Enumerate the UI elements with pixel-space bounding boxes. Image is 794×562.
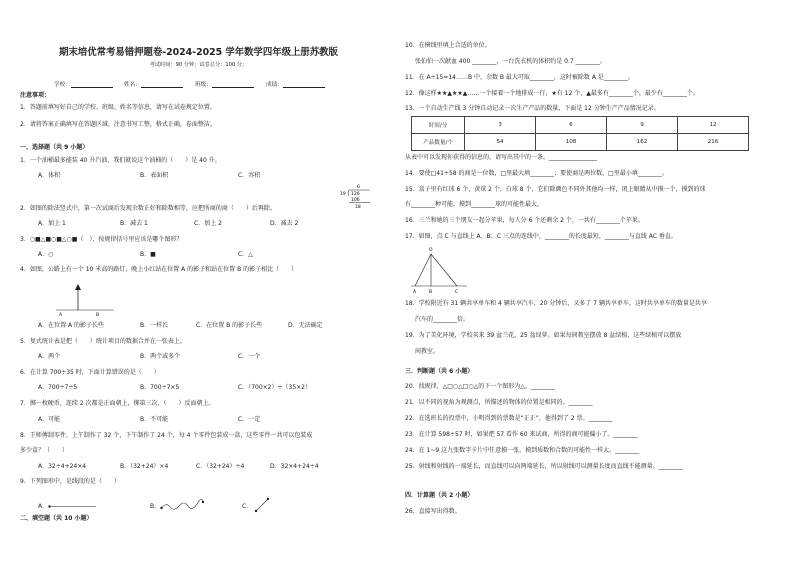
question-24: 24．在 1~9 这九张数字卡片中任意摸一张，摸到质数和合数的可能性一样大。________ — [405, 447, 640, 454]
question-19-cont: 间教室。 — [415, 348, 440, 355]
section-heading: 二、填空题（共 10 小题） — [20, 515, 93, 522]
section-heading: 三．判断题（共 6 小题） — [405, 368, 474, 375]
question-15: 15．盒子里有红球 6 个，黄球 2 个，白球 8 个，它们除颜色不同外其他均一样，闭上眼睛从中摸一个，摸到的球 — [405, 186, 706, 193]
option[interactable]: A．32÷4+24×4 — [38, 463, 87, 470]
note-item: 1．答题前填写好自己的学校、班级、姓名等信息，请写在试卷规定位置。 — [20, 104, 216, 111]
option[interactable]: B．■ — [140, 251, 156, 258]
option[interactable]: A．加上 1 — [38, 220, 66, 227]
option[interactable]: B．表面积 — [140, 172, 169, 179]
page-title: 期末培优常考易错押题卷-2024-2025 学年数学四年级上册苏教版 — [59, 47, 338, 58]
point-c-label: C — [455, 290, 459, 295]
note-item: 2．请将答案正确填写在答题区域，注意书写工整，格式正确，卷面整洁。 — [20, 121, 216, 128]
option[interactable]: C．（32+24）÷4 — [196, 463, 245, 470]
question-8: 8．王师傅制零件，上午制作了 32 个，下午制作了 24 个，每 4 个零件包装成一盒，这些零件一共可以包装成 — [20, 432, 313, 439]
option[interactable]: A．○ — [38, 251, 54, 258]
option[interactable]: C．一个 — [238, 353, 261, 360]
question-21: 21．以不同的视角为观测点，所描述的物体的位置是相同的。________ — [405, 399, 593, 406]
question-12: 12．像这样★★▲★★▲……一个接着一个地排成一行，★有 12 个，▲最多有________个，最少有________个。 — [405, 90, 699, 97]
option[interactable]: B．（32+24）×4 — [120, 463, 169, 470]
question-8-cont: 多少盒？（ ） — [20, 447, 69, 454]
table-cell: 9 — [607, 117, 678, 134]
option[interactable]: B．减去 1 — [120, 220, 148, 227]
table-cell: 3 — [465, 117, 536, 134]
option[interactable]: D．减去 2 — [270, 220, 299, 227]
question-25: 25．射线和射线的一端延长，而直线可以向两端延长，所以射线可以测量长度而直线不能测量。________ — [405, 463, 683, 470]
table-cell: 6 — [536, 117, 607, 134]
question-2: 2．如图的除法竖式中，第一次试商后发现余数正好和除数相等，应把所商的商（ ）后再除。 — [20, 205, 276, 212]
table-header: 时间/分 — [412, 117, 465, 134]
lamp-icon — [75, 284, 81, 290]
table-header: 产品数量/个 — [412, 134, 465, 151]
option[interactable]: B．两个或多个 — [140, 353, 181, 360]
quotient: 6 — [357, 185, 360, 190]
table-cell: 108 — [536, 134, 607, 151]
question-13: 13．一个自动生产线 3 分钟自动记录一次生产产品的数量，下面是 12 分钟生产产品情况记录。 — [405, 105, 660, 112]
table-cell: 216 — [678, 134, 749, 151]
question-13-cont: 从表中可以发现你获得的信息的，请写出其中的一条。________________ — [405, 154, 598, 161]
option[interactable]: D．无法确定 — [288, 322, 323, 329]
question-19: 19．为了美化环境，学校买来 39 盆兰花，25 盆绿萝。如果每间教室摆放 8 盆绿植，这些绿植可以摆放 — [405, 332, 682, 339]
point-o-label: O — [429, 248, 433, 253]
question-7: 7．掷一枚硬币，连续 2 次都是正面朝上，掷第三次，（ ）反面朝上。 — [20, 400, 215, 407]
question-15-cont: 有________种可能，摸到________球的可能性最大。 — [405, 201, 544, 208]
exam-info: 考试时间：90 分钟；试卷总分：100 分； — [149, 62, 248, 68]
product: 106 — [351, 198, 360, 203]
class-field[interactable]: 班级： — [195, 80, 254, 88]
option[interactable]: C．在位置 B 的影子长些 — [196, 322, 263, 329]
segment-figure — [254, 497, 270, 513]
question-17: 17．如图，点 C 与直线上 A、B、C 三点的连线中，________的长度最短，________与直线 AC 垂直。 — [405, 233, 677, 240]
question-18: 18．学校附近有 31 辆共享单车和 4 辆共享汽车，20 分钟后，又多了 7 辆共享单车，这时共享单车的数量是共享 — [405, 300, 707, 307]
option[interactable]: D．32×4+24÷4 — [270, 463, 319, 470]
ray-figure — [48, 505, 98, 509]
question-23: 23．在计算 598÷57 时，如果把 57 看作 60 来试商，所得的商可能偏小了。________ — [405, 431, 638, 438]
table-cell: 54 — [465, 134, 536, 151]
question-6: 6．在计算 700÷35 时，下面计算错误的是（ ） — [20, 369, 160, 376]
question-16: 16．三兰和她的三个朋友一起分苹果，每人分 6 个还剩余 2 个，一共有________个苹果。 — [405, 217, 644, 224]
dividend: 126 — [351, 192, 360, 197]
point-a-label: A — [413, 290, 417, 295]
option[interactable]: C．（700×2）÷（35×2） — [238, 384, 311, 391]
question-5: 5．复式统计表是把（ ）统计项目的数据合并在一张表上。 — [20, 338, 186, 345]
option[interactable]: B． — [150, 503, 161, 510]
question-20: 20．找规律，△□○△□○△的下一个图形为△。________ — [405, 383, 555, 390]
section-heading: 一、选择题（共 9 小题） — [20, 144, 89, 151]
score-field[interactable]: 成绩： — [266, 80, 325, 88]
option[interactable]: B．不可能 — [140, 416, 169, 423]
question-9: 9．下列图形中，是线段的是（ ） — [20, 478, 120, 485]
option[interactable]: A．体积 — [38, 172, 61, 179]
table-cell: 12 — [678, 117, 749, 134]
question-1: 1．一个油桶最多能装 40 升汽油，我们就说这个油桶的（ ）是 40 升。 — [20, 157, 221, 164]
option[interactable]: A．可能 — [38, 416, 61, 423]
notes-heading: 注意事项： — [20, 92, 51, 99]
divisor: 19 — [340, 192, 346, 197]
point-b-label: B — [96, 313, 100, 318]
question-3: 3．○■△■○■△○■（ ），按规律括号里应该是哪个图形？ — [20, 236, 183, 243]
school-field[interactable]: 学校： — [54, 80, 113, 88]
option[interactable]: A．两个 — [38, 353, 61, 360]
question-18-cont: 汽车的________倍。 — [415, 316, 470, 323]
question-14: 14．要使□41÷58 的商是一位数，□里最大填________；要使商是两位数，□里最小填________。 — [405, 170, 668, 177]
option[interactable]: A． — [38, 503, 49, 510]
point-a-label: A — [59, 313, 63, 318]
option[interactable]: B．一样长 — [140, 322, 169, 329]
division-figure — [340, 183, 370, 213]
question-26: 26．直接写出得数。 — [405, 508, 461, 515]
option[interactable]: C．△ — [238, 251, 253, 258]
question-11: 11．在 A÷15=14……B 中，余数 B 最大可取________，这时被除数 A 是________。 — [405, 74, 634, 81]
table-cell: 162 — [607, 134, 678, 151]
option[interactable]: B．700÷7×5 — [140, 384, 180, 391]
point-b-label: B — [429, 290, 433, 295]
curve-figure — [160, 500, 204, 512]
right-page — [397, 0, 794, 562]
table-row — [412, 134, 749, 151]
question-4: 4．如图，公路上有一个 10 米高的路灯，晚上小红站在位置 A 的影子和站在位置 B 的影子相比（ ） — [20, 266, 298, 273]
production-table — [411, 116, 749, 151]
option[interactable]: C．一定 — [238, 416, 261, 423]
name-field[interactable]: 姓名： — [124, 80, 183, 88]
street-lamp-figure — [56, 280, 116, 316]
question-22: 22．在选班长的投票中，小明得到的票数是“正正”，他得到了 2 票。________ — [405, 415, 613, 422]
option[interactable]: C．容积 — [238, 172, 261, 179]
option[interactable]: C．加上 2 — [194, 220, 222, 227]
option[interactable]: C． — [242, 503, 253, 510]
question-10-cont: 张伯伯一次献血 400 ________，一台洗衣机的体积约是 0.7 ________。 — [415, 58, 606, 65]
option[interactable]: A．700÷7÷5 — [38, 384, 78, 391]
section-heading: 四．计算题（共 2 小题） — [405, 492, 474, 499]
table-row — [412, 117, 749, 134]
remainder: 18 — [355, 205, 361, 210]
question-10: 10．在横线里填上合适的单位。 — [405, 42, 491, 49]
option[interactable]: A．在位置 A 的影子长些 — [38, 322, 105, 329]
